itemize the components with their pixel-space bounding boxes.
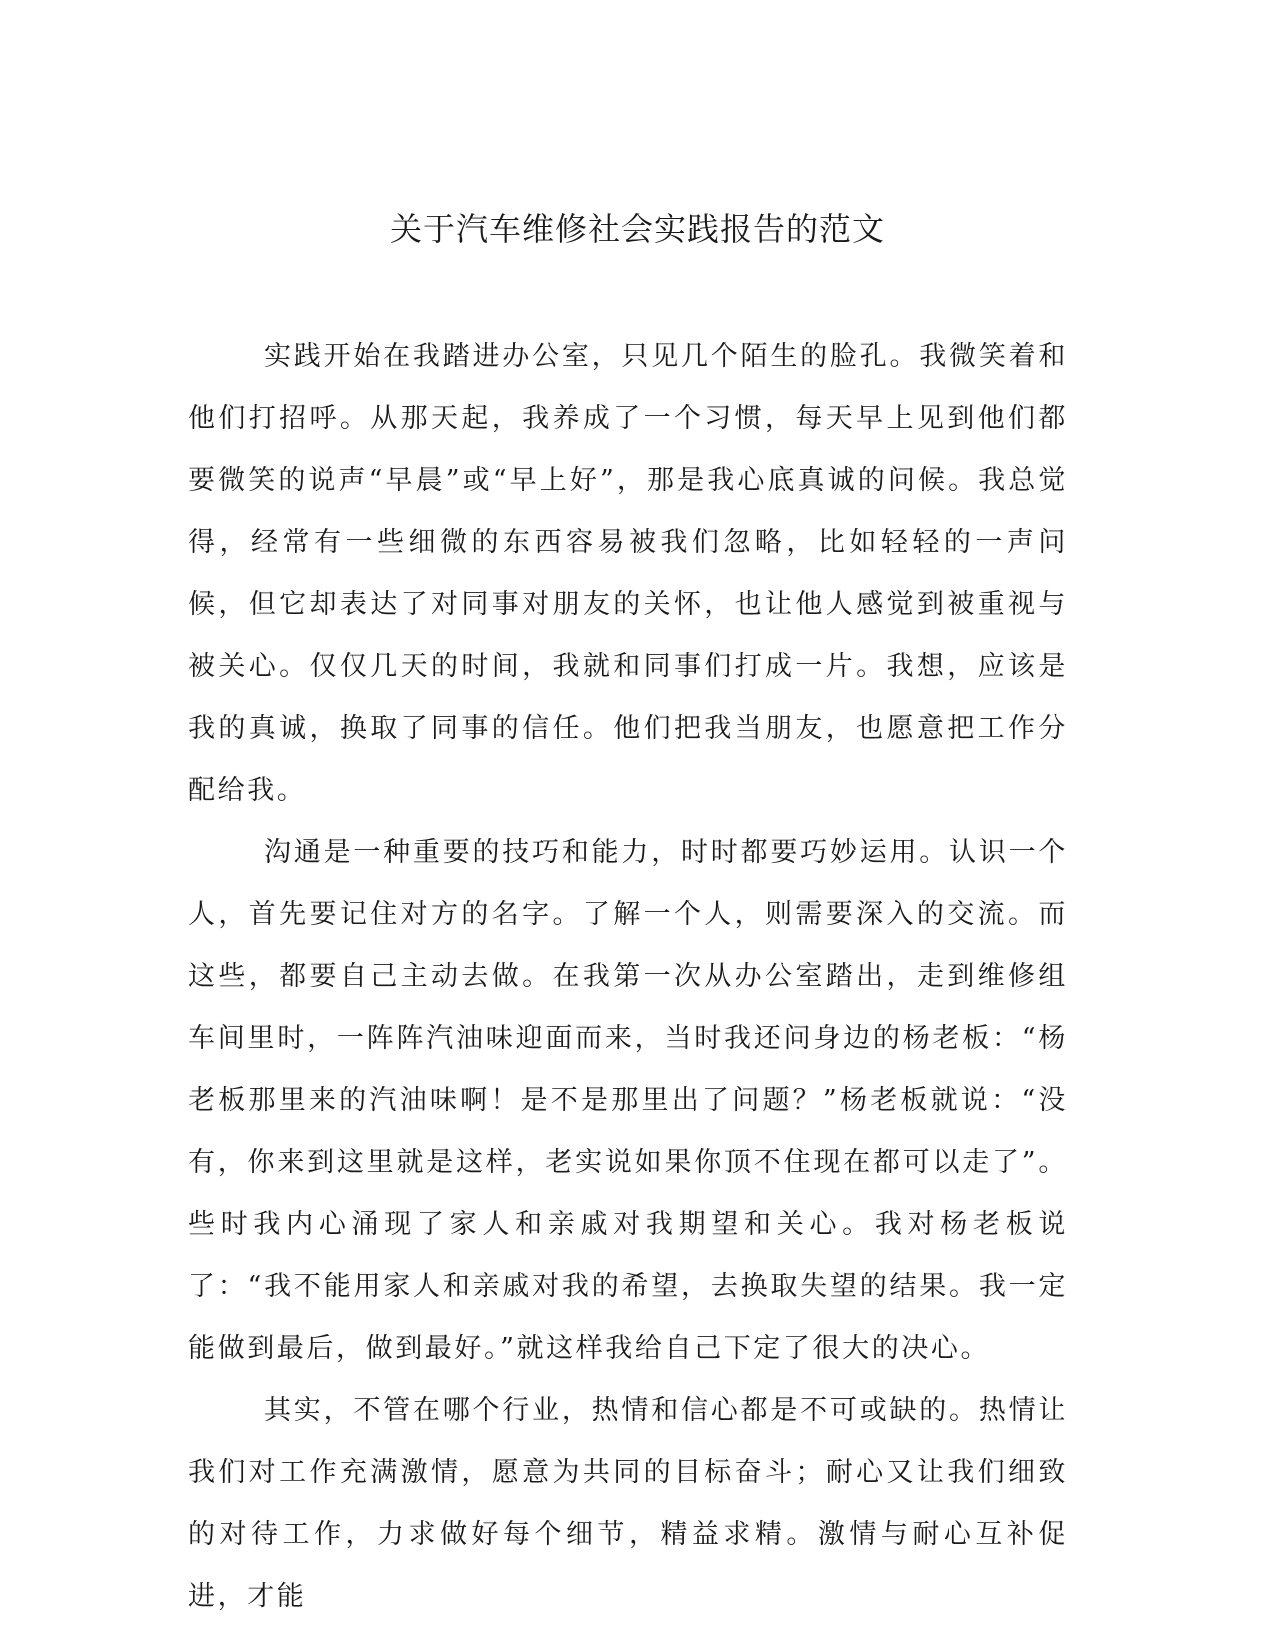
paragraph-1: 实践开始在我踏进办公室，只见几个陌生的脸孔。我微笑着和他们打招呼。从那天起，我养成了一个习惯，每天早上见到他们都要微笑的说声“早晨”或“早上好”，那是我心底真诚的问候。我总觉得，经常有一些细微的东西容易被我们忽略，比如轻轻的一声问候，但它却表达了对同事对朋友的关怀，也让他人感觉到被重视与被关心。仅仅几天的时间，我就和同事们打成一片。我想，应该是我的真诚，换取了同事的信任。他们把我当朋友，也愿意把工作分配给我。: [188, 341, 1068, 806]
paragraph-2: 沟通是一种重要的技巧和能力，时时都要巧妙运用。认识一个人，首先要记住对方的名字。了解一个人，则需要深入的交流。而这些，都要自己主动去做。在我第一次从办公室踏出，走到维修组车间里时，一阵阵汽油味迎面而来，当时我还问身边的杨老板：“杨老板那里来的汽油味啊！是不是那里出了问题？”杨老板就说：“没有，你来到这里就是这样，老实说如果你顶不住现在都可以走了”。些时我内心涌现了家人和亲戚对我期望和关心。我对杨老板说了：“我不能用家人和亲戚对我的希望，去换取失望的结果。我一定能做到最后，做到最好。”就这样我给自己下定了很大的决心。: [188, 837, 1068, 1364]
document-body: [188, 326, 1068, 1628]
paragraph-3: 其实，不管在哪个行业，热情和信心都是不可或缺的。热情让我们对工作充满激情，愿意为共同的目标奋斗；耐心又让我们细致的对待工作，力求做好每个细节，精益求精。激情与耐心互补促进，才能: [188, 1395, 1068, 1612]
document-title: 关于汽车维修社会实践报告的范文: [389, 210, 885, 248]
